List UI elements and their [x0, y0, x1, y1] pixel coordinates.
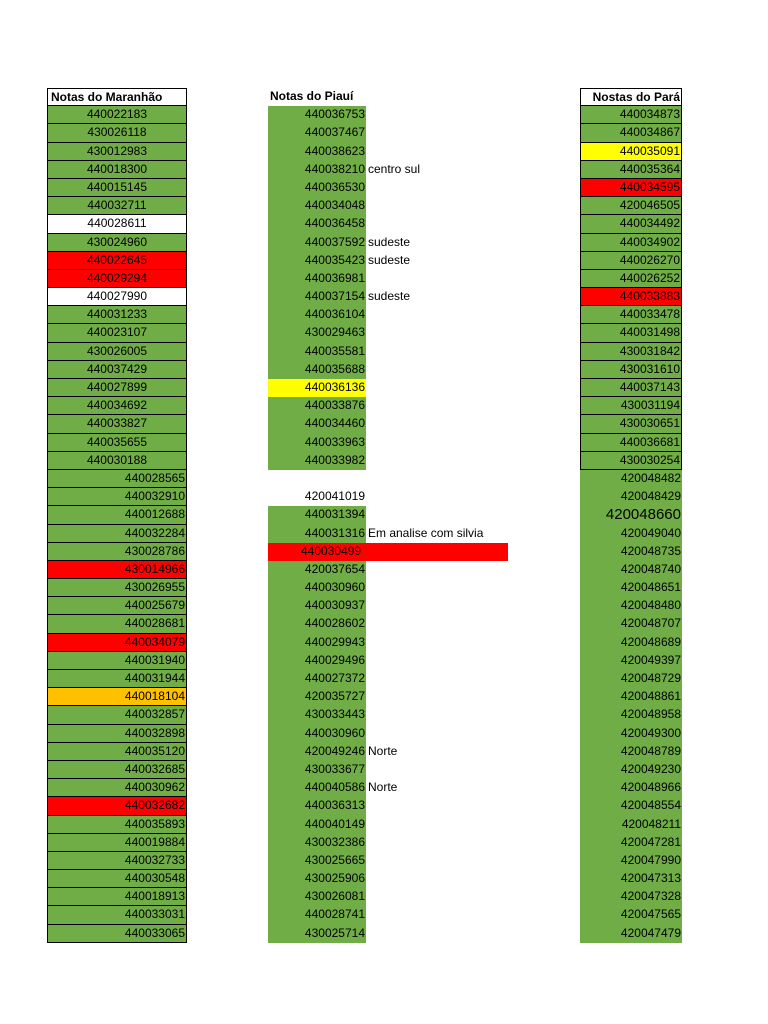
maranhao-cell[interactable]: 440033827: [47, 415, 187, 433]
piaui-cell-value: 440036104: [304, 307, 365, 322]
piaui-cell[interactable]: [268, 579, 366, 597]
piaui-cell[interactable]: [268, 252, 411, 270]
para-cell[interactable]: 420046505: [580, 197, 682, 215]
para-cell[interactable]: 420048789: [580, 743, 682, 761]
piaui-cell[interactable]: [268, 761, 366, 779]
maranhao-cell[interactable]: 440031940: [47, 652, 187, 670]
piaui-cell[interactable]: [268, 379, 366, 397]
para-cell[interactable]: 420048740: [580, 561, 682, 579]
para-cell[interactable]: 440034492: [580, 215, 682, 233]
piaui-cell[interactable]: [268, 143, 366, 161]
para-cell[interactable]: 440026252: [580, 270, 682, 288]
maranhao-cell[interactable]: 440023107: [47, 324, 187, 342]
para-header[interactable]: Nostas do Pará: [580, 88, 682, 106]
maranhao-column: [47, 88, 187, 943]
piaui-cell-value: 440028741: [304, 907, 365, 922]
para-cell[interactable]: 420048211: [580, 816, 682, 834]
piaui-rows: [268, 106, 508, 943]
piaui-cell-value: 440029943: [304, 634, 365, 649]
piaui-cell[interactable]: [268, 543, 508, 561]
piaui-cell-value: 440034048: [304, 198, 365, 213]
para-cell[interactable]: 420047313: [580, 870, 682, 888]
para-cell[interactable]: 440037143: [580, 379, 682, 397]
piaui-cell[interactable]: [268, 124, 366, 142]
piaui-cell-value: 430025665: [304, 852, 365, 867]
maranhao-cell[interactable]: 440015145: [47, 179, 187, 197]
piaui-cell-note: sudeste: [368, 289, 411, 304]
piaui-cell[interactable]: [268, 343, 366, 361]
piaui-cell[interactable]: [268, 925, 366, 943]
piaui-cell[interactable]: [268, 161, 421, 179]
piaui-cell[interactable]: [268, 779, 398, 797]
para-cell[interactable]: 420049040: [580, 525, 682, 543]
maranhao-cell[interactable]: 440019884: [47, 834, 187, 852]
para-cell[interactable]: 420048689: [580, 634, 682, 652]
piaui-cell[interactable]: [268, 434, 366, 452]
piaui-cell-note: sudeste: [368, 234, 411, 249]
maranhao-cell[interactable]: 440032898: [47, 725, 187, 743]
piaui-cell-value: 440037154: [304, 289, 365, 304]
piaui-cell-note: centro sul: [368, 161, 421, 176]
piaui-cell[interactable]: [268, 834, 366, 852]
maranhao-cell[interactable]: 440018300: [47, 161, 187, 179]
piaui-cell-value: 440033876: [304, 398, 365, 413]
piaui-cell[interactable]: [268, 743, 398, 761]
maranhao-cell[interactable]: 440027990: [47, 288, 187, 306]
maranhao-cell[interactable]: 430012983: [47, 143, 187, 161]
para-cell[interactable]: 420048480: [580, 597, 682, 615]
piaui-cell-value: 440036981: [304, 270, 365, 285]
para-cell[interactable]: 440026270: [580, 252, 682, 270]
piaui-cell-value: 440037467: [304, 125, 365, 140]
para-cell[interactable]: 420048735: [580, 543, 682, 561]
piaui-cell-value: 440031394: [304, 507, 365, 522]
maranhao-cell[interactable]: 440035120: [47, 743, 187, 761]
para-cell[interactable]: 420049300: [580, 725, 682, 743]
piaui-cell[interactable]: [268, 561, 366, 579]
piaui-cell-value: 440035581: [304, 343, 365, 358]
piaui-cell[interactable]: [268, 725, 366, 743]
piaui-cell-value: 420049246: [304, 743, 365, 758]
piaui-cell-value: 430033677: [304, 761, 365, 776]
para-column: [580, 88, 682, 943]
piaui-cell[interactable]: [268, 652, 366, 670]
para-cell[interactable]: 440031498: [580, 324, 682, 342]
para-rows: [580, 106, 682, 943]
para-cell[interactable]: 440033883: [580, 288, 682, 306]
maranhao-cell[interactable]: 440032711: [47, 197, 187, 215]
piaui-cell[interactable]: [268, 234, 411, 252]
maranhao-cell[interactable]: 440012688: [47, 506, 187, 524]
para-cell[interactable]: 420048966: [580, 779, 682, 797]
piaui-cell-value: 440040586: [304, 780, 365, 795]
maranhao-cell[interactable]: 440033031: [47, 906, 187, 924]
para-cell[interactable]: 440035091: [580, 143, 682, 161]
piaui-cell[interactable]: [268, 615, 366, 633]
maranhao-cell[interactable]: 440034692: [47, 397, 187, 415]
maranhao-cell[interactable]: 440030548: [47, 870, 187, 888]
piaui-cell[interactable]: [268, 870, 366, 888]
piaui-cell-value: 440037592: [304, 234, 365, 249]
piaui-cell[interactable]: [268, 361, 366, 379]
maranhao-cell[interactable]: 440029294: [47, 270, 187, 288]
para-cell[interactable]: 420048958: [580, 706, 682, 724]
para-cell[interactable]: 430031194: [580, 397, 682, 415]
piaui-cell-value: 440036136: [304, 380, 365, 394]
maranhao-cell[interactable]: 440022645: [47, 252, 187, 270]
piaui-cell[interactable]: [268, 197, 366, 215]
piaui-cell-value: 420041019: [304, 489, 365, 504]
para-cell[interactable]: 420047990: [580, 852, 682, 870]
maranhao-cell[interactable]: 430028786: [47, 543, 187, 561]
piaui-cell-value: 440038210: [304, 161, 365, 176]
piaui-cell[interactable]: [268, 688, 366, 706]
para-cell[interactable]: 440036681: [580, 434, 682, 452]
piaui-cell-value: 440028602: [304, 616, 365, 631]
piaui-cell[interactable]: [268, 706, 366, 724]
maranhao-cell[interactable]: 440031944: [47, 670, 187, 688]
piaui-cell[interactable]: [268, 597, 366, 615]
piaui-cell-value: 430033443: [304, 707, 365, 722]
maranhao-cell[interactable]: 440037429: [47, 361, 187, 379]
piaui-cell-note: sudeste: [368, 252, 411, 267]
piaui-cell-note: Em analise com silvia: [368, 525, 484, 540]
piaui-cell-value: 440033982: [304, 452, 365, 467]
para-cell[interactable]: 420047328: [580, 888, 682, 906]
piaui-header[interactable]: Notas do Piauí: [270, 89, 354, 103]
maranhao-cell[interactable]: 440031233: [47, 306, 187, 324]
para-cell[interactable]: 440034902: [580, 234, 682, 252]
piaui-cell[interactable]: [268, 397, 366, 415]
piaui-cell-note: Norte: [368, 743, 398, 758]
piaui-cell-value: 440030937: [304, 598, 365, 613]
piaui-cell[interactable]: [268, 852, 366, 870]
maranhao-cell[interactable]: 440030962: [47, 779, 187, 797]
maranhao-cell[interactable]: 440028681: [47, 615, 187, 633]
piaui-cell[interactable]: [268, 306, 366, 324]
para-cell[interactable]: 420048660: [580, 506, 682, 524]
maranhao-cell[interactable]: 440032284: [47, 525, 187, 543]
para-cell[interactable]: 430030254: [580, 452, 682, 470]
maranhao-cell[interactable]: 430026005: [47, 343, 187, 361]
piaui-cell-value: 440040149: [304, 816, 365, 831]
maranhao-rows: [47, 106, 187, 943]
piaui-column: [268, 88, 508, 943]
piaui-cell-value: 440036530: [304, 179, 365, 194]
para-cell[interactable]: 440034867: [580, 124, 682, 142]
piaui-cell-note: Norte: [368, 780, 398, 795]
piaui-cell-value: 440029496: [304, 652, 365, 667]
para-cell[interactable]: 420047565: [580, 906, 682, 924]
piaui-cell-value: 440030960: [304, 580, 365, 595]
maranhao-cell[interactable]: 440018104: [47, 688, 187, 706]
para-cell[interactable]: 420048651: [580, 579, 682, 597]
piaui-cell[interactable]: [268, 670, 366, 688]
maranhao-cell[interactable]: 440025679: [47, 597, 187, 615]
piaui-cell-value: 430025906: [304, 871, 365, 886]
maranhao-cell[interactable]: 440033065: [47, 925, 187, 943]
piaui-cell[interactable]: [268, 106, 366, 124]
piaui-cell[interactable]: [268, 797, 366, 815]
piaui-cell-value: 420035727: [304, 689, 365, 704]
maranhao-cell[interactable]: 440027899: [47, 379, 187, 397]
piaui-cell[interactable]: [268, 179, 366, 197]
para-cell[interactable]: 420049230: [580, 761, 682, 779]
piaui-cell[interactable]: [268, 470, 366, 488]
maranhao-cell[interactable]: 440032685: [47, 761, 187, 779]
maranhao-cell[interactable]: 440032857: [47, 706, 187, 724]
piaui-cell-value: 420037654: [304, 561, 365, 576]
para-cell[interactable]: 420048554: [580, 797, 682, 815]
piaui-cell-value: 440036458: [304, 216, 365, 231]
para-cell[interactable]: 430031610: [580, 361, 682, 379]
para-cell[interactable]: 440033478: [580, 306, 682, 324]
maranhao-cell[interactable]: 440022183: [47, 106, 187, 124]
maranhao-cell[interactable]: 440032682: [47, 797, 187, 815]
piaui-cell-value: 440030960: [304, 725, 365, 740]
piaui-cell[interactable]: [268, 288, 411, 306]
piaui-cell-value: 430026081: [304, 889, 365, 904]
para-cell[interactable]: 420048707: [580, 615, 682, 633]
maranhao-cell[interactable]: 440018913: [47, 888, 187, 906]
piaui-cell[interactable]: [268, 888, 366, 906]
maranhao-header[interactable]: Notas do Maranhão: [47, 88, 187, 106]
maranhao-cell[interactable]: 440032910: [47, 488, 187, 506]
maranhao-cell[interactable]: 440032733: [47, 852, 187, 870]
piaui-cell-value: 440038623: [304, 143, 365, 158]
piaui-cell-value: 440033963: [304, 434, 365, 449]
maranhao-cell[interactable]: 440035655: [47, 434, 187, 452]
para-cell[interactable]: 420047281: [580, 834, 682, 852]
maranhao-cell[interactable]: 430026118: [47, 124, 187, 142]
maranhao-cell[interactable]: 440035893: [47, 816, 187, 834]
piaui-cell-value: 440031316: [304, 525, 365, 540]
piaui-cell-value: 440027372: [304, 671, 365, 685]
piaui-cell[interactable]: [268, 324, 366, 342]
para-cell[interactable]: 420048482: [580, 470, 682, 488]
maranhao-cell[interactable]: 440028611: [47, 215, 187, 233]
maranhao-cell[interactable]: 440030188: [47, 452, 187, 470]
piaui-cell[interactable]: [268, 270, 366, 288]
piaui-cell[interactable]: [268, 506, 366, 524]
piaui-cell-value: 440036753: [304, 107, 365, 122]
para-cell[interactable]: 430031842: [580, 343, 682, 361]
piaui-cell-value: 440034460: [304, 416, 365, 431]
para-cell[interactable]: 440035364: [580, 161, 682, 179]
para-cell[interactable]: 420049397: [580, 652, 682, 670]
para-cell[interactable]: 420048729: [580, 670, 682, 688]
para-cell[interactable]: 430030651: [580, 415, 682, 433]
piaui-cell-value: 440036313: [304, 798, 365, 813]
maranhao-cell[interactable]: 440028565: [47, 470, 187, 488]
piaui-cell[interactable]: [268, 452, 366, 470]
maranhao-cell[interactable]: 430026955: [47, 579, 187, 597]
para-cell[interactable]: 420047479: [580, 925, 682, 943]
piaui-cell[interactable]: [268, 488, 366, 506]
piaui-cell-value: 440030499: [301, 543, 362, 558]
para-cell[interactable]: 420048861: [580, 688, 682, 706]
piaui-cell[interactable]: [268, 415, 366, 433]
piaui-cell-value: 430032386: [304, 834, 365, 849]
para-cell[interactable]: 420048429: [580, 488, 682, 506]
maranhao-cell[interactable]: 440034079: [47, 634, 187, 652]
piaui-cell[interactable]: [268, 634, 366, 652]
piaui-cell[interactable]: [268, 816, 366, 834]
maranhao-cell[interactable]: 430014966: [47, 561, 187, 579]
piaui-cell-value: 440035688: [304, 361, 365, 376]
piaui-cell[interactable]: [268, 525, 484, 543]
piaui-cell[interactable]: [268, 906, 366, 924]
piaui-cell-value: 440035423: [304, 252, 365, 267]
para-cell[interactable]: 440034595: [580, 179, 682, 197]
maranhao-cell[interactable]: 430024960: [47, 234, 187, 252]
para-cell[interactable]: 440034873: [580, 106, 682, 124]
piaui-cell[interactable]: [268, 215, 366, 233]
piaui-cell-value: 430025714: [304, 925, 365, 940]
piaui-cell-value: 430029463: [304, 325, 365, 340]
